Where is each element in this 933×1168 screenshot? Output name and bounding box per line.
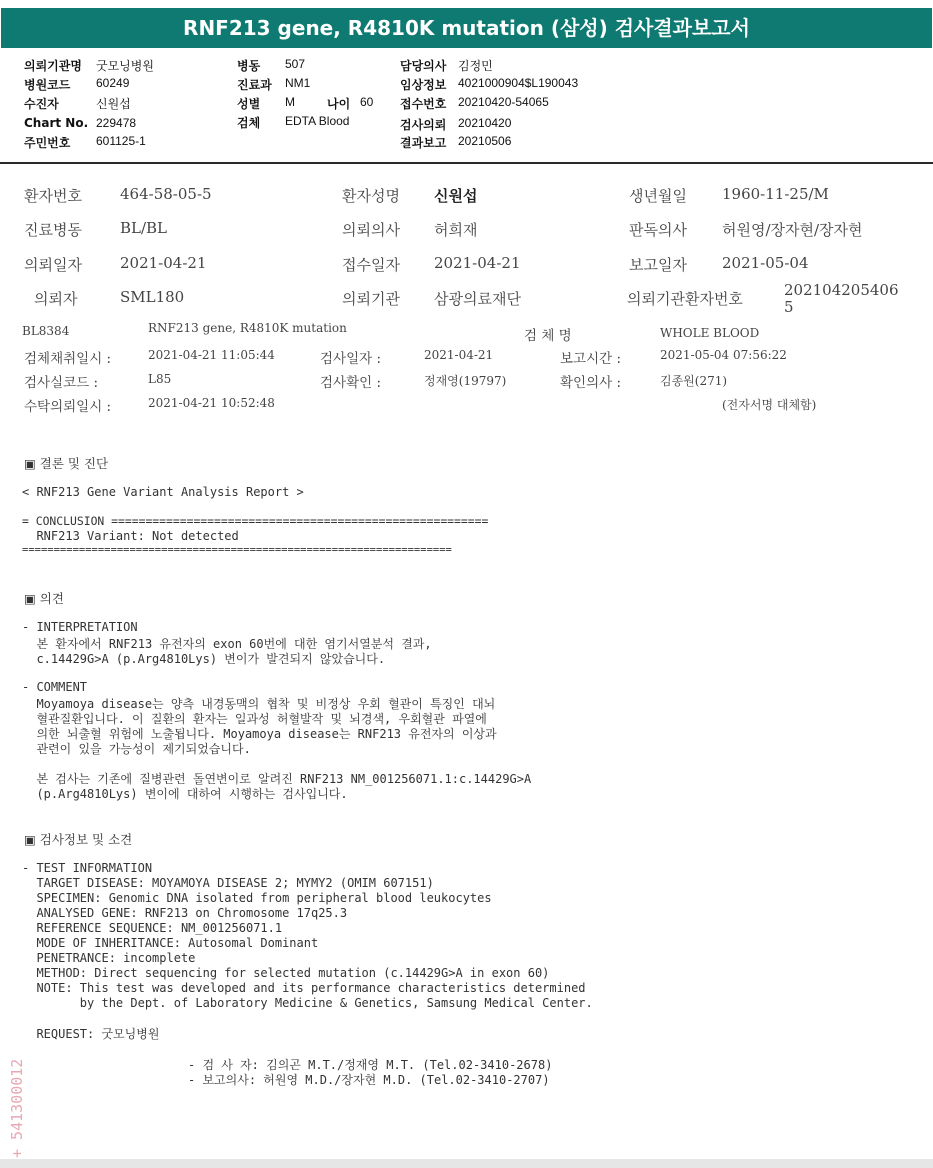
- org-patient-no-label: 의뢰기관환자번호: [627, 290, 743, 308]
- specimen-name-label: 검 체 명: [524, 328, 572, 344]
- department-value: NM1: [285, 76, 311, 90]
- reading-doctor-value: 허원영/장자현/장자현: [722, 221, 863, 239]
- comment-line: 의한 뇌출혈 위험에 노출됩니다. Moyamoya disease는 RNF213 유전자의 이상과: [22, 727, 497, 741]
- chart-no-label: Chart No.: [24, 116, 89, 130]
- request-date-label: 검사의뢰: [400, 118, 447, 132]
- collect-time-label: 검체채취일시 :: [24, 351, 112, 367]
- rrn-label: 주민번호: [24, 136, 71, 150]
- interpretation-line: c.14429G>A (p.Arg4810Lys) 변이가 발견되지 않았습니다.: [22, 652, 386, 666]
- comment-title: - COMMENT: [22, 680, 88, 694]
- result-date-value: 20210506: [458, 134, 512, 148]
- age-value: 60: [360, 95, 374, 109]
- test-date-label: 검사일자 :: [320, 351, 382, 367]
- accession-label: 접수번호: [400, 97, 447, 111]
- ward-label: 병동: [237, 59, 261, 73]
- report-time-label: 보고시간 :: [560, 351, 622, 367]
- specimen-value: EDTA Blood: [285, 114, 350, 128]
- receive-time-label: 수탁의뢰일시 :: [24, 399, 112, 415]
- comment-line: 혈관질환입니다. 이 질환의 환자는 일과성 허혈발작 및 뇌경색, 우회혈관 파열에: [22, 712, 487, 726]
- requester-value: SML180: [120, 288, 185, 306]
- test-code: BL8384: [22, 324, 70, 338]
- requester-label: 의뢰자: [34, 290, 78, 308]
- referring-doctor-value: 허희재: [434, 221, 478, 239]
- doctor-value: 김정민: [458, 59, 493, 73]
- conclusion-rule: ====================================================================: [22, 544, 452, 556]
- sex-value: M: [285, 95, 295, 109]
- lab-code-label: 검사실코드 :: [24, 375, 99, 391]
- test-date-value: 2021-04-21: [424, 348, 494, 362]
- comment-line: (p.Arg4810Lys) 변이에 대하여 시행하는 검사입니다.: [22, 787, 348, 801]
- report-date-label: 보고일자: [629, 256, 687, 274]
- age-label: 나이: [327, 97, 351, 111]
- report-body: [0, 164, 933, 1159]
- birthdate-value: 1960-11-25/M: [722, 185, 829, 203]
- hospital-code-value: 60249: [96, 76, 130, 90]
- report-header: [0, 0, 933, 164]
- ward-value: 507: [285, 57, 306, 71]
- order-date-value: 2021-04-21: [120, 254, 207, 272]
- referring-org-label: 의뢰기관: [342, 290, 400, 308]
- referring-org-value: 삼광의료재단: [434, 290, 521, 308]
- receipt-date-value: 2021-04-21: [434, 254, 521, 272]
- report-title: RNF213 gene, R4810K mutation (삼성) 검사결과보고서: [1, 8, 932, 48]
- comment-line: 본 검사는 기존에 질병관련 돌연변이로 알려진 RNF213 NM_001256071.1:c.14429G>A: [22, 772, 532, 786]
- page-footer-bar: [0, 1159, 933, 1168]
- clinical-info-value: 4021000904$L190043: [458, 76, 579, 90]
- testinfo-line: by the Dept. of Laboratory Medicine & Genetics, Samsung Medical Center.: [22, 996, 593, 1010]
- order-date-label: 의뢰일자: [24, 256, 82, 274]
- birthdate-label: 생년월일: [629, 187, 687, 205]
- testinfo-line: PENETRANCE: incomplete: [22, 951, 196, 965]
- institution-label: 의뢰기관명: [24, 59, 82, 73]
- comment-line: Moyamoya disease는 양측 내경동맥의 협착 및 비정상 우회 혈관이 특징인 대뇌: [22, 697, 496, 711]
- collect-time-value: 2021-04-21 11:05:44: [148, 348, 275, 362]
- institution-value: 굿모닝병원: [96, 59, 154, 73]
- reading-doctor-label: 판독의사: [629, 221, 687, 239]
- referring-doctor-label: 의뢰의사: [342, 221, 400, 239]
- ward-unit-label: 진료병동: [24, 221, 82, 239]
- conclusion-line: = CONCLUSION =======================================================: [22, 514, 489, 528]
- confirm-doctor-value: 김종원(271): [660, 374, 728, 388]
- department-label: 진료과: [237, 78, 272, 92]
- patient-name-value: 신원섭: [434, 187, 478, 205]
- testinfo-line: ANALYSED GENE: RNF213 on Chromosome 17q25.3: [22, 906, 348, 920]
- report-time-value: 2021-05-04 07:56:22: [660, 348, 787, 362]
- clinical-info-label: 임상정보: [400, 78, 447, 92]
- patient-name-label: 환자성명: [342, 187, 400, 205]
- testinfo-line: MODE OF INHERITANCE: Autosomal Dominant: [22, 936, 319, 950]
- rrn-value: 601125-1: [96, 134, 146, 148]
- request-line: REQUEST: 굿모닝병원: [22, 1027, 160, 1041]
- specimen-label: 검체: [237, 116, 261, 130]
- opinion-heading: ▣ 의견: [24, 591, 64, 606]
- doctor-label: 담당의사: [400, 59, 447, 73]
- signer-line: - 검 사 자: 김의곤 M.T./정재영 M.T. (Tel.02-3410-2678): [188, 1058, 553, 1072]
- chart-no-value: 229478: [96, 116, 137, 130]
- receive-time-value: 2021-04-21 10:52:48: [148, 396, 275, 410]
- testinfo-line: REFERENCE SEQUENCE: NM_001256071.1: [22, 921, 283, 935]
- patient-no-label: 환자번호: [24, 187, 82, 205]
- receipt-date-label: 접수일자: [342, 256, 400, 274]
- conclusion-result: RNF213 Variant: Not detected: [22, 529, 239, 543]
- signer-line: - 보고의사: 허원영 M.D./장자현 M.D. (Tel.02-3410-2707): [188, 1073, 550, 1087]
- conclusion-heading: ▣ 결론 및 진단: [24, 456, 109, 471]
- org-patient-no-value-2: 5: [784, 298, 794, 316]
- ward-unit-value: BL/BL: [120, 219, 168, 237]
- hospital-code-label: 병원코드: [24, 78, 71, 92]
- testinfo-line: TARGET DISEASE: MOYAMOYA DISEASE 2; MYMY2 (OMIM 607151): [22, 876, 434, 890]
- side-serial-code: [4, 1010, 28, 1160]
- examinee-value: 신원섭: [96, 97, 131, 111]
- specimen-name-value: WHOLE BLOOD: [660, 326, 760, 340]
- request-date-value: 20210420: [458, 116, 512, 130]
- result-date-label: 결과보고: [400, 136, 447, 150]
- lab-code-value: L85: [148, 372, 172, 386]
- testinfo-line: METHOD: Direct sequencing for selected mutation (c.14429G>A in exon 60): [22, 966, 550, 980]
- test-name: RNF213 gene, R4810K mutation: [148, 321, 347, 335]
- testinfo-line: NOTE: This test was developed and its performance characteristics determined: [22, 981, 586, 995]
- side-serial-text: + 541300012: [8, 1058, 26, 1158]
- comment-line: 관련이 있을 가능성이 제기되었습니다.: [22, 742, 251, 756]
- esign-note: (전자서명 대체함): [722, 398, 817, 412]
- patient-no-value: 464-58-05-5: [120, 185, 212, 203]
- examinee-label: 수진자: [24, 97, 59, 111]
- report-subtitle: < RNF213 Gene Variant Analysis Report >: [22, 485, 304, 499]
- interpretation-line: 본 환자에서 RNF213 유전자의 exon 60번에 대한 염기서열분석 결과,: [22, 637, 432, 651]
- test-confirm-value: 정재영(19797): [424, 374, 507, 388]
- confirm-doctor-label: 확인의사 :: [560, 375, 622, 391]
- testinfo-line: SPECIMEN: Genomic DNA isolated from peripheral blood leukocytes: [22, 891, 492, 905]
- testinfo-heading: ▣ 검사정보 및 소견: [24, 832, 133, 847]
- sex-label: 성별: [237, 97, 261, 111]
- interpretation-title: - INTERPRETATION: [22, 620, 138, 634]
- report-date-value: 2021-05-04: [722, 254, 809, 272]
- test-confirm-label: 검사확인 :: [320, 375, 382, 391]
- org-patient-no-value-1: 202104205406: [784, 281, 899, 299]
- testinfo-line: - TEST INFORMATION: [22, 861, 153, 875]
- accession-value: 20210420-54065: [458, 95, 549, 109]
